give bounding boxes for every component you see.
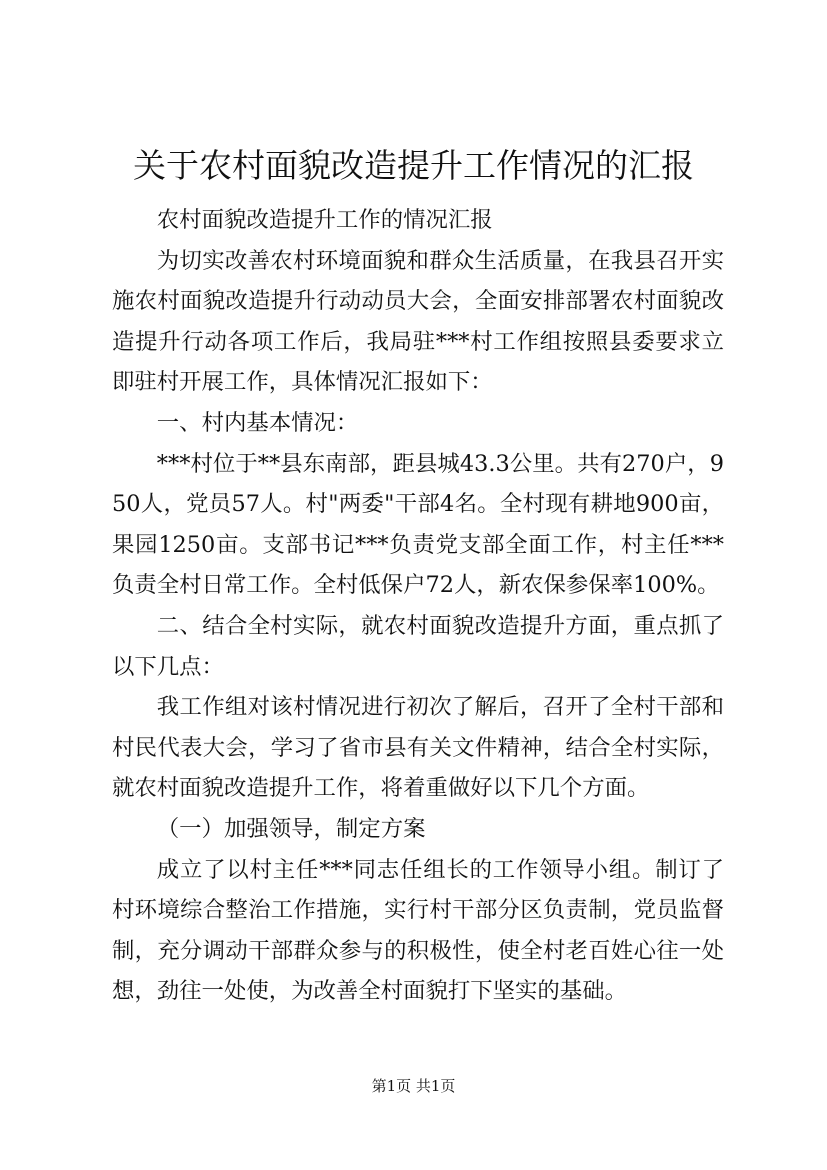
document-body — [112, 200, 724, 1012]
section-heading-basic-info: 一、村内基本情况： — [156, 409, 359, 436]
page-number-footer: 第1页 共1页 — [371, 1077, 456, 1095]
intro-paragraph: 为切实改善农村环境面貌和群众生活质量，在我县召开实施农村面貌改造提升行动动员大会，全面安排部署农村面貌改造提升行动各项工作后，我局驻***村工作组按照县委要求立即驻村开展工作，具体情况汇报如下： — [112, 247, 724, 396]
subsection-heading-leadership: （一）加强领导，制定方案 — [156, 815, 426, 842]
leadership-paragraph: 成立了以村主任***同志任组长的工作领导小组。制订了村环境综合整治工作措施，实行村干部分区负责制，党员监督制，充分调动干部群众参与的积极性，使全村老百姓心往一处想，劲往一处使，为改善全村面貌打下坚实的基础。 — [112, 856, 724, 1005]
basic-info-paragraph: ***村位于**县东南部，距县城43.3公里。共有270户，950人，党员57人。村"两委"干部4名。全村现有耕地900亩，果园1250亩。支部书记***负责党支部全面工作，村主任***负责全村日常工作。全村低保户72人，新农保参保率100%。 — [112, 450, 724, 599]
document-title: 关于农村面貌改造提升工作情况的汇报 — [133, 146, 694, 185]
subtitle-paragraph: 农村面貌改造提升工作的情况汇报 — [156, 207, 493, 233]
section-heading-key-points: 二、结合全村实际，就农村面貌改造提升方面，重点抓了以下几点： — [112, 612, 724, 680]
work-plan-paragraph: 我工作组对该村情况进行初次了解后，召开了全村干部和村民代表大会，学习了省市县有关文件精神，结合全村实际，就农村面貌改造提升工作，将着重做好以下几个方面。 — [112, 694, 724, 802]
